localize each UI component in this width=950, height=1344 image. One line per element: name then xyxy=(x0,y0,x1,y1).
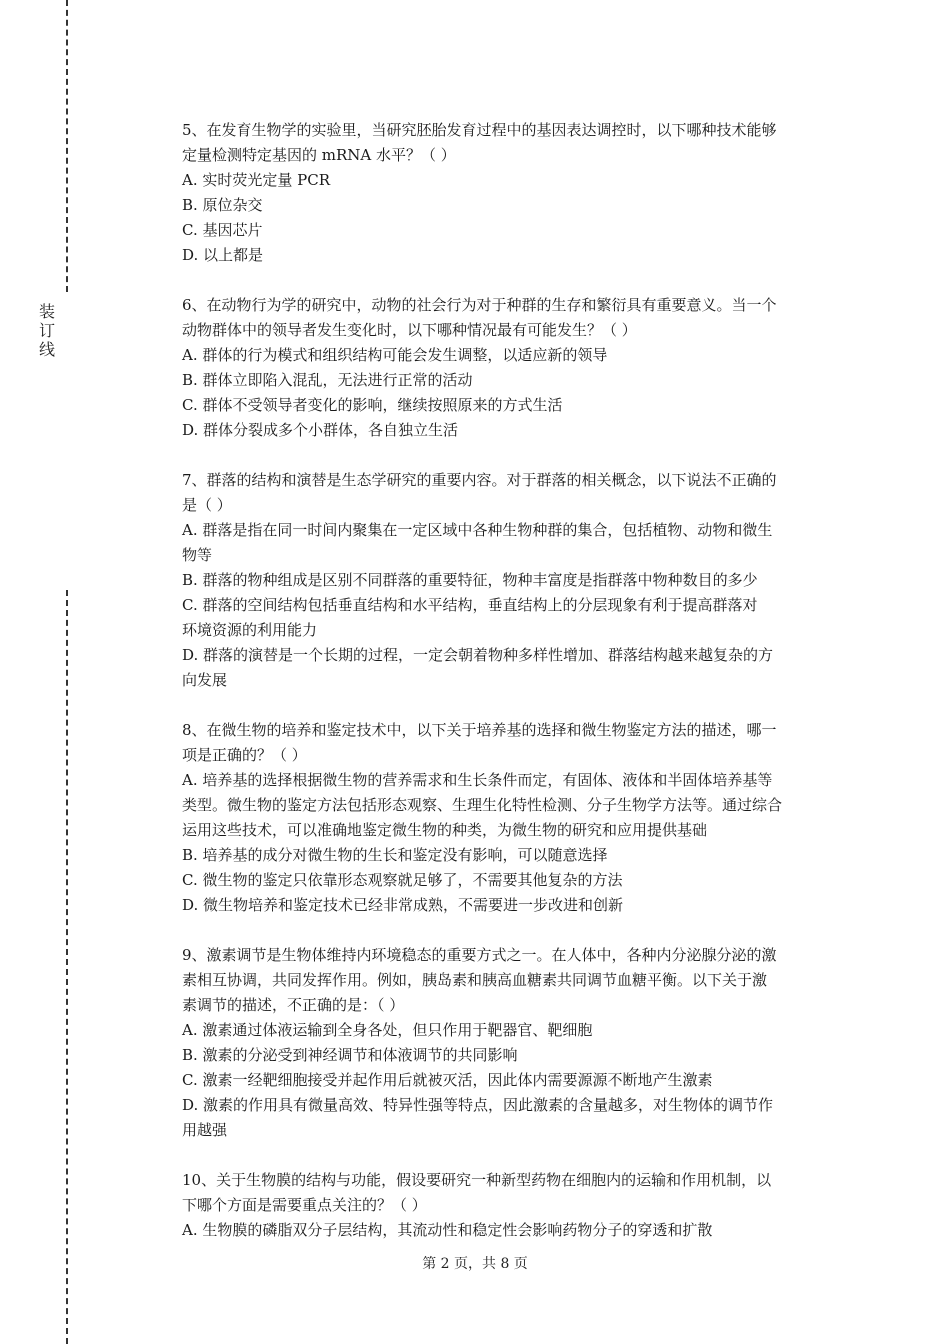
binding-line-bottom xyxy=(66,590,68,1344)
question-stem-line: 素调节的描述，不正确的是：（ ） xyxy=(182,996,405,1014)
option-c-continued: 环境资源的利用能力 xyxy=(182,621,318,639)
question-stem-line: 是（ ） xyxy=(182,496,232,514)
option-d: D. 微生物培养和鉴定技术已经非常成熟，不需要进一步改进和创新 xyxy=(182,896,624,914)
binding-line-top xyxy=(66,0,68,292)
question-stem-line: 下哪个方面是需要重点关注的？（ ） xyxy=(182,1196,427,1214)
option-a-continued: 类型。微生物的鉴定方法包括形态观察、生理生化特性检测、分子生物学方法等。通过综合 xyxy=(182,796,783,814)
option-d: D. 群落的演替是一个长期的过程，一定会朝着物种多样性增加、群落结构越来越复杂的方 xyxy=(182,646,774,664)
question-stem-line: 8、在微生物的培养和鉴定技术中，以下关于培养基的选择和微生物鉴定方法的描述，哪一 xyxy=(182,721,777,739)
question-9 xyxy=(182,943,842,1143)
option-b: B. 激素的分泌受到神经调节和体液调节的共同影响 xyxy=(182,1046,518,1064)
option-a: A. 激素通过体液运输到全身各处，但只作用于靶器官、靶细胞 xyxy=(182,1021,593,1039)
option-a-continued: 物等 xyxy=(182,546,213,564)
option-b: B. 培养基的成分对微生物的生长和鉴定没有影响，可以随意选择 xyxy=(182,846,608,864)
question-5 xyxy=(182,118,842,268)
question-stem-line: 动物群体中的领导者发生变化时，以下哪种情况最有可能发生？（ ） xyxy=(182,321,637,339)
binding-label-char: 线 xyxy=(38,340,55,359)
question-list xyxy=(182,118,842,1268)
question-stem-line: 6、在动物行为学的研究中，动物的社会行为对于种群的生存和繁衍具有重要意义。当一个 xyxy=(182,296,777,314)
question-7 xyxy=(182,468,842,693)
option-c: C. 激素一经靶细胞接受并起作用后就被灭活，因此体内需要源源不断地产生激素 xyxy=(182,1071,713,1089)
page-number: 第 2 页，共 8 页 xyxy=(422,1256,528,1272)
option-d: D. 群体分裂成多个小群体，各自独立生活 xyxy=(182,421,459,439)
option-b: B. 群落的物种组成是区别不同群落的重要特征，物种丰富度是指群落中物种数目的多少 xyxy=(182,571,758,589)
question-stem-line: 10、关于生物膜的结构与功能，假设要研究一种新型药物在细胞内的运输和作用机制，以 xyxy=(182,1171,772,1189)
question-stem-line: 5、在发育生物学的实验里，当研究胚胎发育过程中的基因表达调控时，以下哪种技术能够 xyxy=(182,121,777,139)
option-d-continued: 用越强 xyxy=(182,1121,228,1139)
question-stem-line: 7、群落的结构和演替是生态学研究的重要内容。对于群落的相关概念，以下说法不正确的 xyxy=(182,471,777,489)
option-c: C. 群落的空间结构包括垂直结构和水平结构，垂直结构上的分层现象有利于提高群落对 xyxy=(182,596,758,614)
question-stem-line: 项是正确的？（ ） xyxy=(182,746,307,764)
option-a-continued: 运用这些技术，可以准确地鉴定微生物的种类，为微生物的研究和应用提供基础 xyxy=(182,821,708,839)
question-8 xyxy=(182,718,842,918)
option-b: B. 原位杂交 xyxy=(182,196,263,214)
option-a: A. 培养基的选择根据微生物的营养需求和生长条件而定，有固体、液体和半固体培养基等 xyxy=(182,771,773,789)
binding-label-char: 订 xyxy=(38,321,55,340)
option-c: C. 基因芯片 xyxy=(182,221,263,239)
question-stem-line: 定量检测特定基因的 mRNA 水平？（ ） xyxy=(182,146,456,164)
option-a: A. 实时荧光定量 PCR xyxy=(182,171,331,189)
binding-label xyxy=(36,302,58,359)
option-c: C. 群体不受领导者变化的影响，继续按照原来的方式生活 xyxy=(182,396,563,414)
question-6 xyxy=(182,293,842,443)
option-b: B. 群体立即陷入混乱，无法进行正常的活动 xyxy=(182,371,473,389)
question-10 xyxy=(182,1168,842,1243)
option-d: D. 激素的作用具有微量高效、特异性强等特点，因此激素的含量越多，对生物体的调节作 xyxy=(182,1096,774,1114)
option-d-continued: 向发展 xyxy=(182,671,228,689)
option-a: A. 群落是指在同一时间内聚集在一定区域中各种生物种群的集合，包括植物、动物和微生 xyxy=(182,521,773,539)
question-stem-line: 素相互协调，共同发挥作用。例如，胰岛素和胰高血糖素共同调节血糖平衡。以下关于激 xyxy=(182,971,768,989)
option-a: A. 群体的行为模式和组织结构可能会发生调整，以适应新的领导 xyxy=(182,346,608,364)
option-c: C. 微生物的鉴定只依靠形态观察就足够了，不需要其他复杂的方法 xyxy=(182,871,623,889)
binding-label-char: 装 xyxy=(38,302,55,321)
question-stem-line: 9、激素调节是生物体维持内环境稳态的重要方式之一。在人体中，各种内分泌腺分泌的激 xyxy=(182,946,777,964)
option-d: D. 以上都是 xyxy=(182,246,264,264)
option-a: A. 生物膜的磷脂双分子层结构，其流动性和稳定性会影响药物分子的穿透和扩散 xyxy=(182,1221,713,1239)
